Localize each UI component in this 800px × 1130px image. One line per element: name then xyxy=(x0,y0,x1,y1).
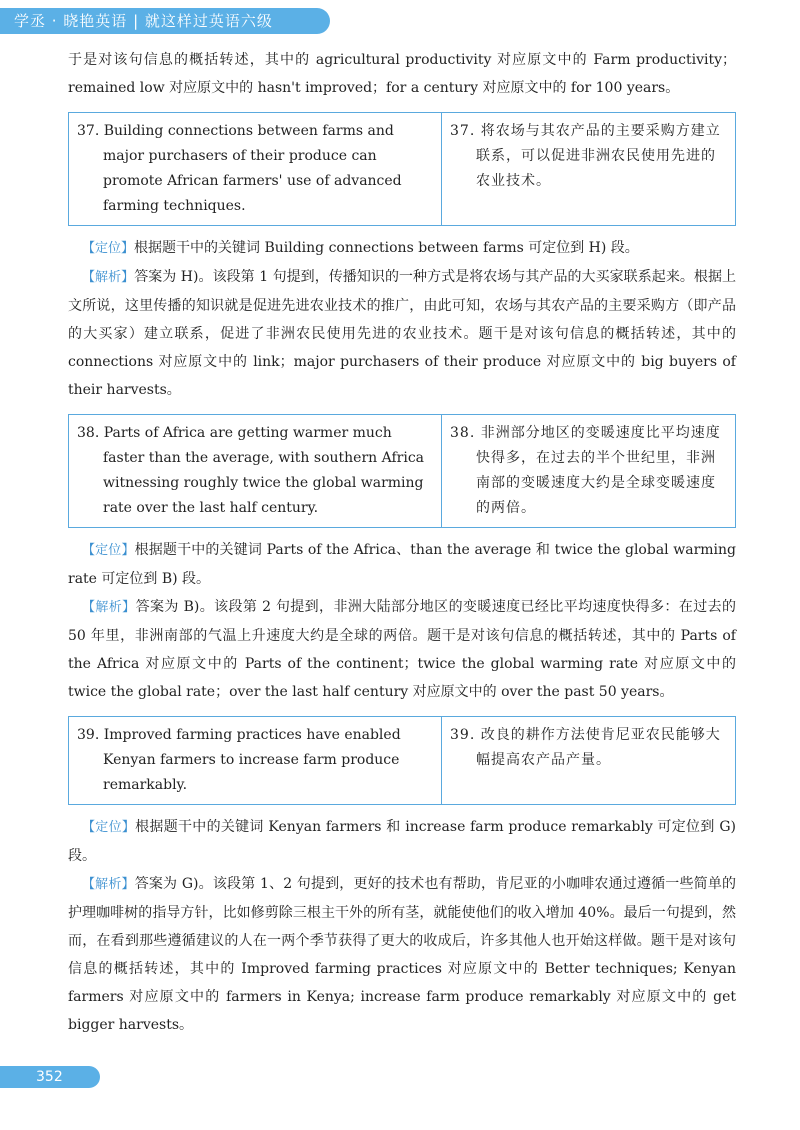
locate-paragraph xyxy=(68,813,736,870)
header-title: 学丞 · 晓艳英语 | 就这样过英语六级 xyxy=(14,12,273,30)
analysis-tag: 【解析】 xyxy=(82,600,136,615)
locate-paragraph xyxy=(68,234,736,263)
question-box-37 xyxy=(68,112,736,226)
analysis-tag: 【解析】 xyxy=(82,270,135,285)
question-english: 37. Building connections between farms and major purchasers of their produce can promote African farmers' use of advanced farming techniques. xyxy=(69,113,442,225)
question-box-39 xyxy=(68,716,736,805)
intro-paragraph: 于是对该句信息的概括转述，其中的 agricultural productivity 对应原文中的 Farm productivity；remained low 对应原文中的 hasn't improved；for a century 对应原文中的 for 100 years。 xyxy=(68,52,736,96)
question-chinese: 38. 非洲部分地区的变暖速度比平均速度快得多，在过去的半个世纪里，非洲南部的变暖速度大约是全球变暖速度的两倍。 xyxy=(450,425,721,516)
locate-text: 根据题干中的关键词 Building connections between farms 可定位到 H) 段。 xyxy=(134,240,639,256)
analysis-paragraph xyxy=(68,870,736,1039)
analysis-text: 答案为 B)。该段第 2 句提到，非洲大陆部分地区的变暖速度已经比平均速度快得多：在过去的 50 年里，非洲南部的气温上升速度大约是全球的两倍。题干是对该句信息的概括转述，其中的 Parts of the Africa 对应原文中的 Parts of the continent；twice the global warming rate 对应原文中的 twice the global rate；over the last half century 对应原文中的 over the past 50 years。 xyxy=(68,599,736,700)
locate-tag: 【定位】 xyxy=(82,820,136,835)
analysis-text: 答案为 G)。该段第 1、2 句提到，更好的技术也有帮助，肯尼亚的小咖啡农通过遵循一些简单的护理咖啡树的指导方针，比如修剪除三根主干外的所有茎，就能使他们的收入增加 40%。最后一句提到，然而，在看到那些遵循建议的人在一两个季节获得了更大的收成后，许多其他人也开始这样做。题干是对该句信息的概括转述，其中的 Improved farming practices 对应原文中的 Better techniques; Kenyan farmers 对应原文中的 farmers in Kenya; increase farm produce remarkably 对应原文中的 get bigger harvests。 xyxy=(68,876,736,1033)
locate-paragraph xyxy=(68,536,736,593)
analysis-tag: 【解析】 xyxy=(82,877,135,892)
locate-tag: 【定位】 xyxy=(82,543,135,558)
question-chinese: 37. 将农场与其农产品的主要采购方建立联系，可以促进非洲农民使用先进的农业技术。 xyxy=(450,123,721,189)
locate-tag: 【定位】 xyxy=(82,241,135,256)
locate-text: 根据题干中的关键词 Kenyan farmers 和 increase farm produce remarkably 可定位到 G) 段。 xyxy=(68,819,736,864)
page-number: 352 xyxy=(36,1069,63,1085)
analysis-paragraph xyxy=(68,593,736,706)
page-content xyxy=(68,46,736,1039)
locate-text: 根据题干中的关键词 Parts of the Africa、than the average 和 twice the global warming rate 可定位到 B) 段。 xyxy=(68,542,736,587)
question-english: 38. Parts of Africa are getting warmer much faster than the average, with southern Africa witnessing roughly twice the global warming rate over the last half century. xyxy=(69,415,442,527)
question-box-38 xyxy=(68,414,736,528)
analysis-paragraph xyxy=(68,263,736,404)
analysis-text: 答案为 H)。该段第 1 句提到，传播知识的一种方式是将农场与其产品的大买家联系起来。根据上文所说，这里传播的知识就是促进先进农业技术的推广，由此可知，农场与其农产品的主要采购方（即产品的大买家）建立联系，促进了非洲农民使用先进的农业技术。题干是对该句信息的概括转述，其中的 connections 对应原文中的 link；major purchasers of their produce 对应原文中的 big buyers of their harvests。 xyxy=(68,269,736,398)
question-chinese: 39. 改良的耕作方法使肯尼亚农民能够大幅提高农产品产量。 xyxy=(450,727,721,768)
question-english: 39. Improved farming practices have enabled Kenyan farmers to increase farm produce remarkably. xyxy=(69,717,442,804)
